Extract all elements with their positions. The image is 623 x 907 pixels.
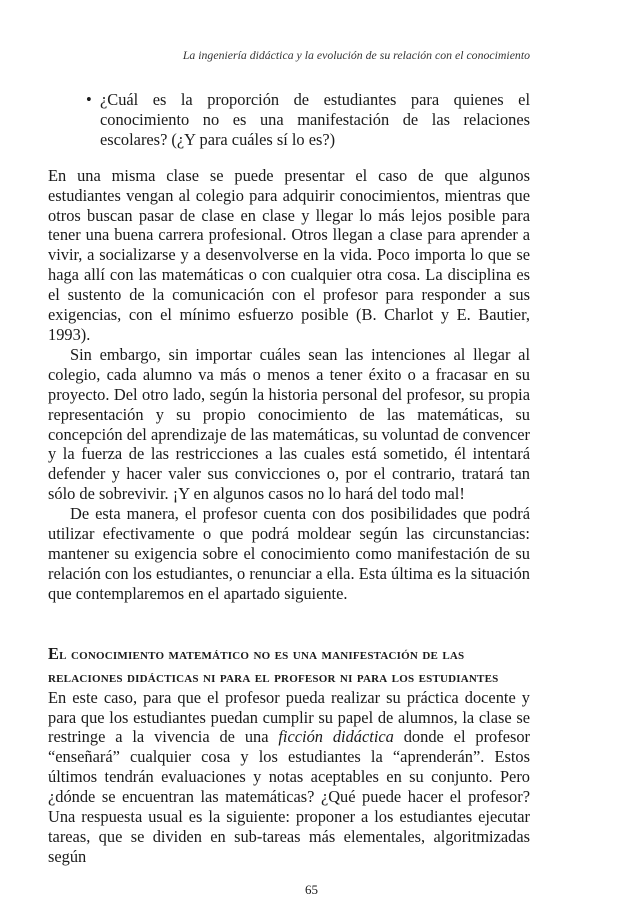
section-paragraph-start: En este caso, para que el profesor pueda realizar su práctica docente y para que los estudiantes puedan cumplir su papel de alumnos, la clase se restringe a la vivencia de una (48, 687, 530, 747)
bullet-item: • ¿Cuál es la proporción de estudiantes para quienes el conocimiento no es una manifestación de las relaciones escolares? (¿Y para cuáles sí lo es?) (86, 90, 530, 150)
page-number: 65 (305, 882, 318, 897)
paragraph-1: En una misma clase se puede presentar el caso de que algunos estudiantes vengan al colegio para adquirir conocimientos, mientras que otros buscan pasar de clase en clase y llegar lo más lejos posible para tener una buena carrera profesional. Otros llegan a clase para aprender a vivir, a socializarse y a desenvolverse en la vida. Poco importa lo que se haga allí con las matemáticas o con cualquier otra cosa. La disciplina es el sustento de la comunicación con el profesor para responder a sus exigencias, con el mínimo esfuerzo posible (B. Charlot y E. Bautier, 1993). (48, 165, 530, 344)
paragraph-2: Sin embargo, sin importar cuáles sean las intenciones al llegar al colegio, cada alumno va más o menos a tener éxito o a fracasar en su proyecto. Del otro lado, según la historia personal del profesor, su propia representación y su propio conocimiento de las matemáticas, su concepción del aprendizaje de las matemáticas, su voluntad de convencer y la fuerza de las restricciones a las cuales está sometido, él intentará defender y hacer valer sus convicciones o, por el contrario, tratará tan sólo de sobrevivir. ¡Y en algunos casos no lo hará del todo mal! (48, 344, 530, 504)
running-head: La ingeniería didáctica y la evolución de su relación con el conocimiento (182, 48, 530, 62)
section-paragraph-end: donde el profesor “enseñará” cualquier cosa y los estudiantes la “aprenderán”. Estos últimos tendrán evaluaciones y notas aceptables en su conjunto. Pero ¿dónde se encuentran las matemáticas? ¿Qué puede hacer el profesor? Una respuesta usual es la siguiente: proponer a los estudiantes ejecutar tareas, que se dividen en sub-tareas más elementales, algoritmizadas según (48, 727, 530, 866)
section-heading: El conocimiento matemático no es una manifestación de las relaciones didácticas ni para el profesor ni para los estudiantes (48, 643, 499, 686)
emphasis-term: ficción didáctica (278, 727, 394, 747)
page-body (48, 90, 530, 867)
paragraph-3: De esta manera, el profesor cuenta con dos posibilidades que podrá utilizar efectivamente o que podrá moldear según las circunstancias: mantener su exigencia sobre el conocimiento como manifestación de su relación con los estudiantes, o renunciar a ella. Esta última es la situación que contemplaremos en el apartado siguiente. (48, 504, 530, 603)
section-paragraph (48, 688, 530, 867)
